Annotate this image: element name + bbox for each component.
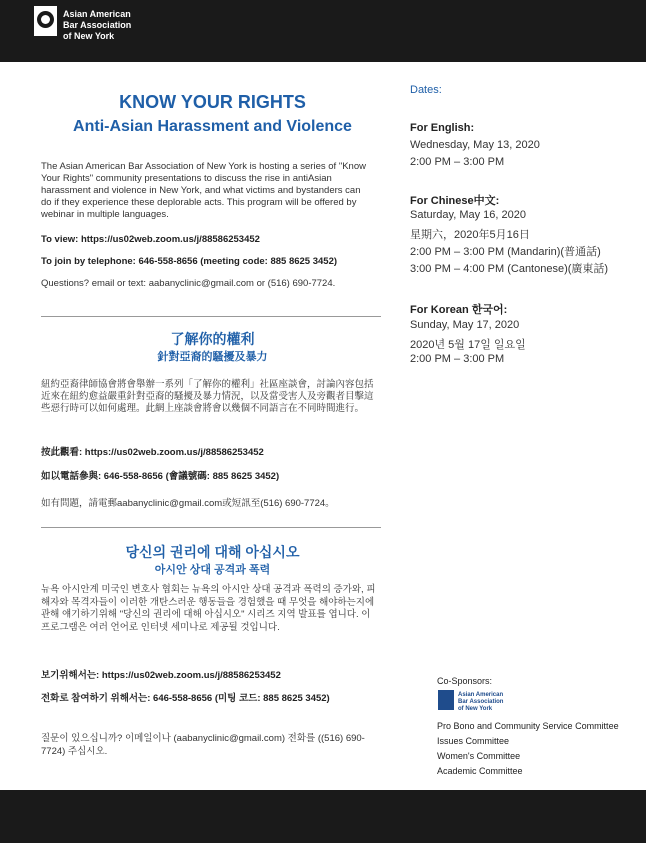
divider xyxy=(41,316,381,317)
english-title: KNOW YOUR RIGHTS xyxy=(119,92,306,112)
english-body: The Asian American Bar Association of New York is hosting a series of "Know Your Rights" community presentations to discuss the rise in antiAsian harassment and violence in New York, and what victims and bystanders can do if they experience these deplorable acts. This program will be offered by webinar in multiple languages. xyxy=(41,161,366,220)
korean-view-link[interactable]: 보기위해서는: https://us02web.zoom.us/j/88586253452 xyxy=(41,670,281,681)
korean-subtitle: 아시안 상대 공격과 폭력 xyxy=(154,564,271,576)
footer-bar xyxy=(0,790,646,843)
korean-questions: 질문이 있으십니까? 이메일이나 (aabanyclinic@gmail.com) 전화를 ((516) 690-7724) 주십시오. xyxy=(41,733,365,757)
english-phone: To join by telephone: 646-558-8656 (meeting code: 885 8625 3452) xyxy=(41,256,338,267)
sponsor-logo-text: Asian American Bar Association of New York xyxy=(458,692,504,712)
chinese-questions: 如有問題，請電郵aabanyclinic@gmail.com或短訊至(516) 690-7724。 xyxy=(41,498,335,509)
english-date: Wednesday, May 13, 2020 xyxy=(410,139,540,151)
korean-date: Sunday, May 17, 2020 xyxy=(410,319,520,331)
korean-dates-head: For Korean 한국어: xyxy=(410,304,508,316)
cosponsors-title: Co-Sponsors: xyxy=(437,676,493,686)
chinese-time-cantonese: 3:00 PM – 4:00 PM (Cantonese)(廣東話) xyxy=(410,263,609,275)
english-dates-head: For English: xyxy=(410,122,475,134)
org-name: Asian American Bar Association of New York xyxy=(63,9,132,41)
english-time: 2:00 PM – 3:00 PM xyxy=(410,156,505,168)
sponsor-item: Women's Committee xyxy=(437,751,521,761)
chinese-time-mandarin: 2:00 PM – 3:00 PM (Mandarin)(普通話) xyxy=(410,246,601,258)
sponsor-item: Pro Bono and Community Service Committee xyxy=(437,721,619,731)
chinese-phone: 如以電話參與: 646-558-8656 (會議號碼: 885 8625 3452) xyxy=(41,471,280,482)
chinese-date: Saturday, May 16, 2020 xyxy=(410,209,526,221)
divider xyxy=(41,527,381,528)
english-questions: Questions? email or text: aabanyclinic@gmail.com or (516) 690-7724. xyxy=(41,278,336,289)
korean-time: 2:00 PM – 3:00 PM xyxy=(410,353,505,365)
chinese-subtitle: 針對亞裔的騷擾及暴力 xyxy=(157,351,268,363)
chinese-date-zh: 星期六，2020年5月16日 xyxy=(410,229,530,241)
chinese-dates-head: For Chinese中文: xyxy=(410,195,500,207)
aabany-logo-icon xyxy=(34,6,57,36)
dates-title: Dates: xyxy=(410,84,442,96)
chinese-body: 紐約亞裔律師協會將會舉辦一系列「了解你的權利」社區座談會，討論內容包括近來在紐約愈益嚴重針對亞裔的騷擾及暴力情況，以及當受害人及旁觀者目擊這些惡行時可以如何處理。此網上座談會將會以幾個不同語言在不同時間進行。 xyxy=(41,379,374,414)
chinese-view-link[interactable]: 按此觀看: https://us02web.zoom.us/j/88586253452 xyxy=(41,447,264,458)
sponsor-item: Academic Committee xyxy=(437,766,523,776)
korean-body: 뉴욕 아시안계 미국인 변호사 협회는 뉴욕의 아시안 상대 공격과 폭력의 증가와, 피해자와 목격자들이 이러한 개탄스러운 행동들을 경험했을 때 무엇을 해야하는지에 관해 얘기하기위해 "당신의 권리에 대해 아십시오" 시리즈 지역 발표를 엽니다. 이 프로그램은 여러 언어로 인터넷 세미나로 제공될 것입니다. xyxy=(41,584,376,633)
english-view-link[interactable]: To view: https://us02web.zoom.us/j/88586253452 xyxy=(41,234,260,245)
korean-date-ko: 2020년 5월 17일 일요일 xyxy=(410,339,526,351)
english-subtitle: Anti-Asian Harassment and Violence xyxy=(73,118,352,135)
korean-title: 당신의 권리에 대해 아십시오 xyxy=(125,544,300,560)
korean-phone: 전화로 참여하기 위해서는: 646-558-8656 (미팅 코드: 885 8625 3452) xyxy=(41,693,330,704)
sponsor-item: Issues Committee xyxy=(437,736,510,746)
chinese-title: 了解你的權利 xyxy=(170,331,255,347)
aabany-small-logo-icon xyxy=(438,690,454,710)
